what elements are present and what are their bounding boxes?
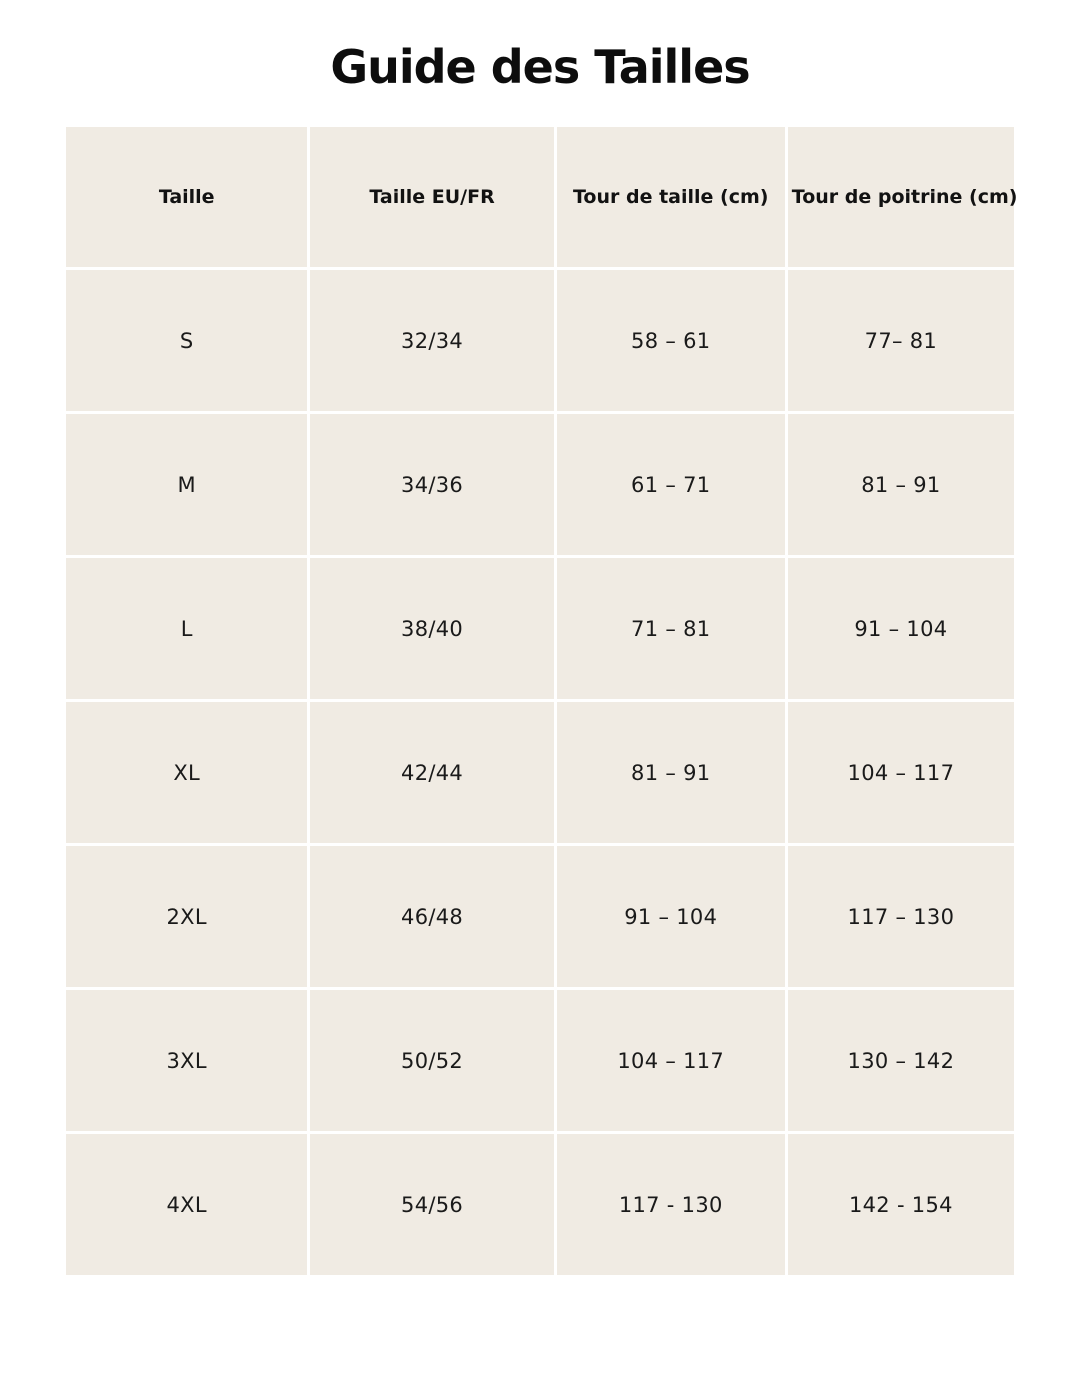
page-title: Guide des Tailles	[330, 40, 750, 94]
value-cell: 81 – 91	[555, 701, 786, 845]
value-cell: 34/36	[309, 413, 555, 557]
size-guide-table-head	[65, 126, 1016, 269]
value-cell: 91 – 104	[555, 845, 786, 989]
column-header: Taille	[65, 126, 309, 269]
table-row	[65, 413, 1016, 557]
size-cell: M	[65, 413, 309, 557]
value-cell: 104 – 117	[555, 989, 786, 1133]
value-cell: 58 – 61	[555, 269, 786, 413]
column-header: Tour de taille (cm)	[555, 126, 786, 269]
size-cell: XL	[65, 701, 309, 845]
value-cell: 38/40	[309, 557, 555, 701]
value-cell: 130 – 142	[786, 989, 1015, 1133]
table-row	[65, 845, 1016, 989]
value-cell: 91 – 104	[786, 557, 1015, 701]
size-cell: S	[65, 269, 309, 413]
value-cell: 46/48	[309, 845, 555, 989]
size-guide-table	[63, 124, 1017, 1278]
value-cell: 142 - 154	[786, 1133, 1015, 1277]
value-cell: 42/44	[309, 701, 555, 845]
table-row	[65, 989, 1016, 1133]
value-cell: 77– 81	[786, 269, 1015, 413]
value-cell: 104 – 117	[786, 701, 1015, 845]
column-header: Taille EU/FR	[309, 126, 555, 269]
value-cell: 32/34	[309, 269, 555, 413]
value-cell: 50/52	[309, 989, 555, 1133]
size-cell: 2XL	[65, 845, 309, 989]
table-row	[65, 1133, 1016, 1277]
size-guide-table-body	[65, 269, 1016, 1277]
size-cell: 4XL	[65, 1133, 309, 1277]
value-cell: 61 – 71	[555, 413, 786, 557]
value-cell: 71 – 81	[555, 557, 786, 701]
value-cell: 117 - 130	[555, 1133, 786, 1277]
column-header: Tour de poitrine (cm)	[786, 126, 1015, 269]
header-row	[65, 126, 1016, 269]
size-cell: 3XL	[65, 989, 309, 1133]
table-row	[65, 557, 1016, 701]
table-row	[65, 701, 1016, 845]
value-cell: 54/56	[309, 1133, 555, 1277]
value-cell: 81 – 91	[786, 413, 1015, 557]
value-cell: 117 – 130	[786, 845, 1015, 989]
size-cell: L	[65, 557, 309, 701]
table-row	[65, 269, 1016, 413]
